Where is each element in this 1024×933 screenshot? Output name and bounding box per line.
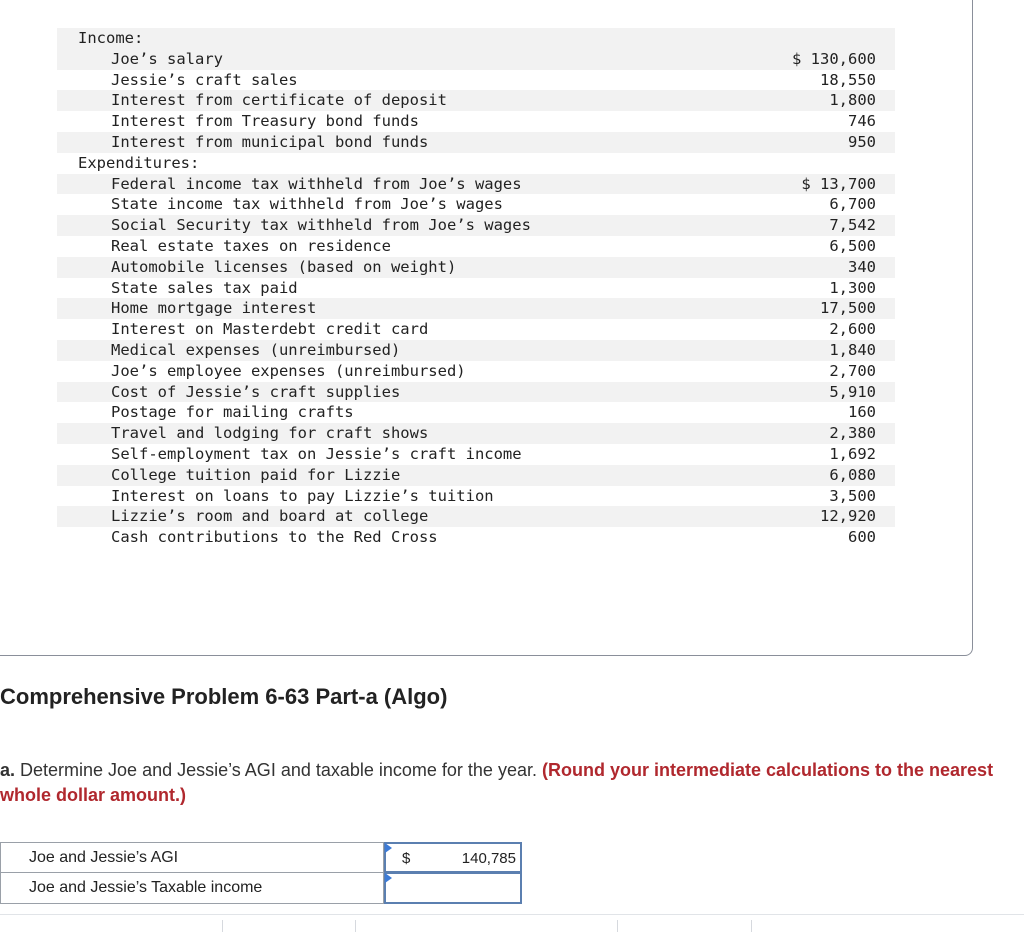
statement-section-row [57, 28, 895, 49]
item-amount: 340 [848, 257, 876, 276]
item-amount: 6,500 [829, 236, 876, 255]
item-amount: 6,700 [829, 195, 876, 214]
item-label: Medical expenses (unreimbursed) [111, 340, 401, 359]
currency-symbol: $ [402, 850, 411, 867]
answer-table [0, 842, 522, 904]
statement-item-row [57, 257, 895, 278]
statement-item-row [57, 298, 895, 319]
item-label: Automobile licenses (based on weight) [111, 257, 457, 276]
item-amount: $ 130,600 [792, 49, 876, 68]
item-amount: 950 [848, 132, 876, 151]
statement-item-row [57, 49, 895, 70]
item-label: State sales tax paid [111, 278, 298, 297]
item-label: Cost of Jessie’s craft supplies [111, 382, 401, 401]
agi-value: 140,785 [461, 850, 516, 867]
item-label: Interest on Masterdebt credit card [111, 320, 429, 339]
answer-row-taxable-income [0, 873, 522, 904]
item-label: Postage for mailing crafts [111, 403, 354, 422]
item-amount: 7,542 [829, 216, 876, 235]
taxable-income-label: Joe and Jessie’s Taxable income [0, 873, 384, 904]
item-amount: 2,600 [829, 320, 876, 339]
income-expenditure-statement [57, 28, 895, 548]
question-text [0, 758, 1024, 808]
statement-item-row [57, 506, 895, 527]
statement-item-row [57, 215, 895, 236]
item-label: Federal income tax withheld from Joe’s wages [111, 174, 522, 193]
section-label: Income: [78, 29, 144, 47]
item-label: Interest from Treasury bond funds [111, 112, 419, 131]
item-amount: 1,300 [829, 278, 876, 297]
toolbar-divider [222, 920, 223, 932]
statement-item-row [57, 486, 895, 507]
item-label: State income tax withheld from Joe’s wages [111, 195, 503, 214]
item-amount: 746 [848, 112, 876, 131]
statement-item-row [57, 174, 895, 195]
problem-heading: Comprehensive Problem 6-63 Part-a (Algo) [0, 684, 448, 709]
agi-label: Joe and Jessie’s AGI [0, 842, 384, 873]
item-label: Interest from certificate of deposit [111, 91, 447, 110]
item-amount: 18,550 [820, 70, 876, 89]
rounding-note: (Round your intermediate calculations to the nearest whole dollar amount.) [0, 760, 994, 805]
item-label: Social Security tax withheld from Joe’s wages [111, 216, 531, 235]
statement-item-row [57, 444, 895, 465]
toolbar-divider [617, 920, 618, 932]
item-label: College tuition paid for Lizzie [111, 465, 401, 484]
flag-icon [385, 843, 392, 853]
item-label: Lizzie’s room and board at college [111, 507, 429, 526]
item-label: Travel and lodging for craft shows [111, 424, 429, 443]
item-amount: 1,692 [829, 444, 876, 463]
item-amount: 1,800 [829, 91, 876, 110]
item-amount: 3,500 [829, 486, 876, 505]
statement-item-row [57, 361, 895, 382]
toolbar-divider [355, 920, 356, 932]
answer-row-agi [0, 842, 522, 873]
item-label: Home mortgage interest [111, 299, 317, 318]
statement-item-row [57, 111, 895, 132]
item-label: Joe’s salary [111, 49, 223, 68]
item-amount: 6,080 [829, 465, 876, 484]
statement-item-row [57, 90, 895, 111]
statement-item-row [57, 423, 895, 444]
item-amount: 17,500 [820, 299, 876, 318]
flag-icon [385, 873, 392, 883]
item-amount: $ 13,700 [801, 174, 876, 193]
statement-section-row [57, 153, 895, 174]
toolbar-divider [751, 920, 752, 932]
statement-item-row [57, 527, 895, 548]
section-label: Expenditures: [78, 153, 200, 172]
item-label: Self-employment tax on Jessie’s craft income [111, 444, 522, 463]
statement-item-row [57, 278, 895, 299]
statement-item-row [57, 70, 895, 91]
item-label: Interest from municipal bond funds [111, 132, 429, 151]
taxable-income-input[interactable] [384, 873, 522, 904]
statement-item-row [57, 465, 895, 486]
item-amount: 600 [848, 528, 876, 547]
item-amount: 2,380 [829, 424, 876, 443]
item-amount: 1,840 [829, 340, 876, 359]
statement-item-row [57, 319, 895, 340]
agi-input[interactable] [384, 842, 522, 873]
statement-item-row [57, 194, 895, 215]
item-label: Interest on loans to pay Lizzie’s tuition [111, 486, 494, 505]
statement-item-row [57, 340, 895, 361]
question-prefix: a. [0, 760, 16, 780]
statement-item-row [57, 402, 895, 423]
statement-item-row [57, 236, 895, 257]
item-amount: 160 [848, 403, 876, 422]
item-label: Cash contributions to the Red Cross [111, 528, 438, 547]
question-body: Determine Joe and Jessie’s AGI and taxable income for the year. [15, 760, 542, 780]
item-amount: 5,910 [829, 382, 876, 401]
statement-item-row [57, 382, 895, 403]
statement-item-row [57, 132, 895, 153]
item-label: Jessie’s craft sales [111, 70, 298, 89]
item-amount: 12,920 [820, 507, 876, 526]
bottom-toolbar [0, 914, 1024, 933]
item-label: Real estate taxes on residence [111, 236, 391, 255]
item-amount: 2,700 [829, 361, 876, 380]
item-label: Joe’s employee expenses (unreimbursed) [111, 361, 466, 380]
